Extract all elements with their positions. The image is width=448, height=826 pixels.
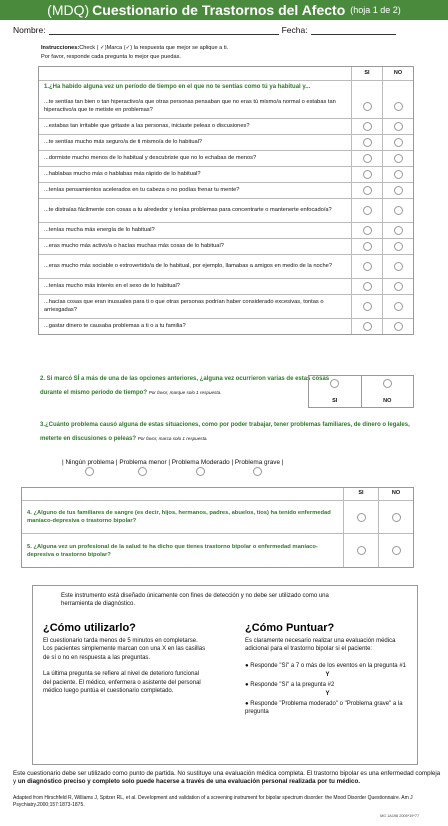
q5-yes-radio[interactable]	[357, 546, 366, 555]
score-and-1: Y	[325, 672, 330, 678]
instructions-bold: Instrucciones:	[41, 45, 80, 51]
use-column	[43, 624, 208, 704]
q1-no-radio[interactable]	[394, 154, 403, 163]
q1-item-text: ...eras mucho más activo/a o hacías muchas más cosas de lo habitual?	[44, 242, 224, 249]
q1-yes-radio[interactable]	[363, 206, 372, 215]
q3-note: Por favor, marca solo 1 respuesta.	[137, 436, 208, 441]
footer-bold: un diagnóstico preciso y completo solo puede hacerse a través de una evaluación personal realizada por tu médico.	[17, 777, 360, 785]
q1-header-row	[39, 67, 413, 80]
q1-item-row	[39, 166, 413, 182]
q1-item-text: ...gastar dinero te causaba problemas a ti o a tu familia?	[44, 322, 186, 329]
instructions-line2: Por favor, responde cada pregunta lo mejor que puedas.	[41, 53, 181, 60]
score-and-2: Y	[325, 691, 330, 697]
q1-table	[38, 66, 414, 335]
instructions	[41, 44, 448, 61]
q1-item-text: ...te distraías fácilmente con cosas a tu alrededor y tenías problemas para concentrarte o mantenerte enfocado/a?	[44, 206, 332, 213]
page-header	[0, 0, 448, 20]
q1-yes-radio[interactable]	[363, 170, 372, 179]
q1-no-radio[interactable]	[394, 206, 403, 215]
q1-yes-radio[interactable]	[363, 322, 372, 331]
q1-item-text: ...estabas tan irritable que gritaste a las personas, iniciaste peleas o discusiones?	[44, 122, 250, 129]
q1-no-radio[interactable]	[394, 242, 403, 251]
q1-item-text: ...tenías pensamientos acelerados en tu cabeza o no podías frenar tu mente?	[44, 186, 240, 193]
score-bullet-1: ● Responde "Sí" a 7 o más de los eventos en la pregunta #1	[245, 662, 406, 669]
score-bullet-3: ● Responde "Problema moderado" o "Problema grave" a la pregunta	[245, 700, 403, 715]
q1-no-radio[interactable]	[394, 122, 403, 131]
q2-yes-label: SI	[332, 398, 338, 404]
q1-item-text: ...dormiste mucho menos de lo habitual y descubriste que no lo echabas de menos?	[44, 154, 257, 161]
q1-no-radio[interactable]	[394, 226, 403, 235]
q2-yes-radio[interactable]	[330, 379, 339, 388]
q5-text: 5. ¿Alguna vez un profesional de la salud te ha dicho que tienes trastorno bipolar o enfermedad maníaco-depresiva o trastorno bipolar?	[27, 543, 318, 558]
q1-no-radio[interactable]	[394, 302, 403, 311]
q1-no-radio[interactable]	[394, 138, 403, 147]
q45-col-no: NO	[378, 488, 413, 500]
q1-item-text: ...eras mucho más sociable o extrovertido/a de lo habitual, por ejemplo, llamabas a amigos en medio de la noche?	[44, 262, 333, 269]
q3-option[interactable]: Problema Moderado	[172, 459, 230, 476]
q1-no-radio[interactable]	[394, 322, 403, 331]
q2-note: Por favor, marque solo 1 respuesta.	[148, 390, 222, 395]
q3-text: 3.¿Cuánto problema causó alguna de estas situaciones, como por poder trabajar, tener problemas familiares, de dinero o legales, meterte en discusiones o peleas?	[40, 422, 410, 442]
q1-yes-radio[interactable]	[363, 186, 372, 195]
q1-title: 1.¿Ha habido alguna vez un período de tiempo en el que no te sentías como tú ya habitual y...	[44, 84, 311, 91]
q1-yes-radio[interactable]	[363, 262, 372, 271]
info-box	[32, 585, 418, 765]
q45-table	[21, 487, 414, 568]
q1-item-text: ...hacías cosas que eran inusuales para ti o que otras personas podrían haber considerado excesivas, tontas o arriesgadas?	[44, 299, 324, 313]
q1-item-text: ...tenías mucha más energía de lo habitual?	[44, 226, 155, 233]
q3-option[interactable]: Problema menor	[119, 459, 166, 476]
q1-no-radio[interactable]	[394, 170, 403, 179]
q2-answer-box	[308, 375, 414, 408]
q3-option-radio[interactable]	[253, 467, 262, 476]
q1-yes-radio[interactable]	[363, 122, 372, 131]
name-label: Nombre:	[13, 25, 46, 35]
q2-no-radio[interactable]	[383, 379, 392, 388]
q1-item-text: ...hablabas mucho más o hablabas más rápido de lo habitual?	[44, 170, 201, 177]
score-bullet-2: ● Responde "Sí" a la pregunta #2	[245, 681, 335, 688]
q1-yes-radio[interactable]	[363, 282, 372, 291]
q3-option[interactable]: Ningún problema	[65, 459, 114, 476]
score-column	[245, 624, 410, 717]
q1-yes-radio[interactable]	[363, 138, 372, 147]
q1-items	[39, 95, 413, 334]
q1-yes-radio[interactable]	[363, 226, 372, 235]
q2-no-label: NO	[383, 398, 392, 404]
page-title: Cuestionario de Trastornos del Afecto	[92, 2, 346, 18]
q3-option-radio[interactable]	[196, 467, 205, 476]
date-label: Fecha:	[281, 25, 308, 35]
q1-item-row	[39, 318, 413, 334]
instructions-text: Check ( ✓)Marca (✓) la respuesta que mejor se aplique a ti.	[79, 45, 229, 51]
q1-item-row	[39, 95, 413, 118]
q4-row	[22, 500, 413, 533]
q4-no-radio[interactable]	[392, 513, 401, 522]
q1-yes-radio[interactable]	[363, 154, 372, 163]
q1-yes-radio[interactable]	[363, 242, 372, 251]
name-field[interactable]	[49, 25, 279, 35]
use-title: ¿Cómo utilizarlo?	[43, 622, 136, 634]
date-field[interactable]	[311, 25, 396, 35]
q1-item-row	[39, 134, 413, 150]
q3-option[interactable]: Problema grave	[235, 459, 280, 476]
q3-options: | Ningún problema | Problema menor | Problema Moderado | Problema grave |	[62, 459, 283, 476]
q45-header-row	[22, 488, 413, 500]
q3-option-radio[interactable]	[138, 467, 147, 476]
footer-note	[13, 770, 441, 785]
q1-item-row	[39, 150, 413, 166]
footer-reference: Adapted from Hirschfeld R, Williams J, Spitzer RL, et al. Development and validation of a screening instrument for bipolar spectrum disorder: the Mood Disorder Questionnaire. Am J Psychiatry.2000;157:1873-1875.	[13, 795, 413, 808]
q45-col-yes: SI	[343, 488, 378, 500]
use-p2: La última pregunta se refiere al nivel de deterioro funcional del paciente. El médico, enfermera o asistente del personal médico luego puntúa el cuestionario completado.	[43, 671, 201, 694]
footer-code: MG 1A198 2005*19*77	[380, 814, 420, 818]
q1-col-yes: SI	[351, 67, 382, 80]
score-title: ¿Cómo Puntuar?	[245, 622, 335, 634]
q1-title-row	[39, 80, 413, 95]
q1-no-radio[interactable]	[394, 102, 403, 111]
q1-item-text: ...tenías mucho más interés en el sexo de lo habitual?	[44, 282, 180, 289]
q5-no-radio[interactable]	[392, 546, 401, 555]
name-date-row	[13, 23, 435, 35]
score-p1: Es claramente necesario realizar una evaluación médica adicional para el trastorno bipolar si el paciente:	[245, 637, 396, 652]
header-prefix: (MDQ)	[47, 2, 90, 18]
q1-item-row	[39, 294, 413, 318]
q1-item-row	[39, 182, 413, 198]
q1-no-radio[interactable]	[394, 282, 403, 291]
q4-yes-radio[interactable]	[357, 513, 366, 522]
q1-item-row	[39, 254, 413, 278]
q1-item-row	[39, 118, 413, 134]
q1-no-radio[interactable]	[394, 186, 403, 195]
q4-text: 4. ¿Alguno de tus familiares de sangre (es decir, hijos, hermanos, padres, abuelos, tíos) ha tenido enfermedad maníaco-depresiva o trastorno bipolar?	[27, 510, 331, 524]
q3-option-radio[interactable]	[85, 467, 94, 476]
q5-row	[22, 533, 413, 567]
q1-item-row	[39, 278, 413, 294]
q1-item-row	[39, 198, 413, 222]
info-top: Este instrumento está diseñado únicamente con fines de detección y no debe ser utilizado como una herramienta de diagnóstico.	[61, 593, 329, 607]
q1-item-row	[39, 222, 413, 238]
footer-main: Este cuestionario debe ser utilizado como punto de partida. No sustituye una evaluación médica completa. El trastorno bipolar es una enfermedad compleja y	[13, 770, 441, 785]
q1-item-row	[39, 238, 413, 254]
q1-item-text: ...te sentías mucho más seguro/a de ti mismo/a de lo habitual?	[44, 138, 203, 145]
page-indicator: (hoja 1 de 2)	[350, 5, 401, 15]
q2-text: 2. Si marcó SÍ a más de una de las opciones anteriores, ¿alguna vez ocurrieron varias de estas cosas durante el mismo período de tiempo?	[40, 376, 330, 396]
use-p1: El cuestionario tarda menos de 5 minutos en completarse. Los pacientes simplemente marcan con una X en las casillas de sí o no en respuesta a las preguntas.	[43, 637, 206, 661]
q1-yes-radio[interactable]	[363, 102, 372, 111]
q1-yes-radio[interactable]	[363, 302, 372, 311]
q1-item-text: ...te sentías tan bien o tan hiperactivo/a que otras personas pensaban que no eras tú mismo/a normal o estabas tan hiperactivo/a que te metiste en problemas?	[44, 99, 336, 113]
q1-no-radio[interactable]	[394, 262, 403, 271]
q1-col-no: NO	[382, 67, 413, 80]
q3	[40, 418, 412, 446]
